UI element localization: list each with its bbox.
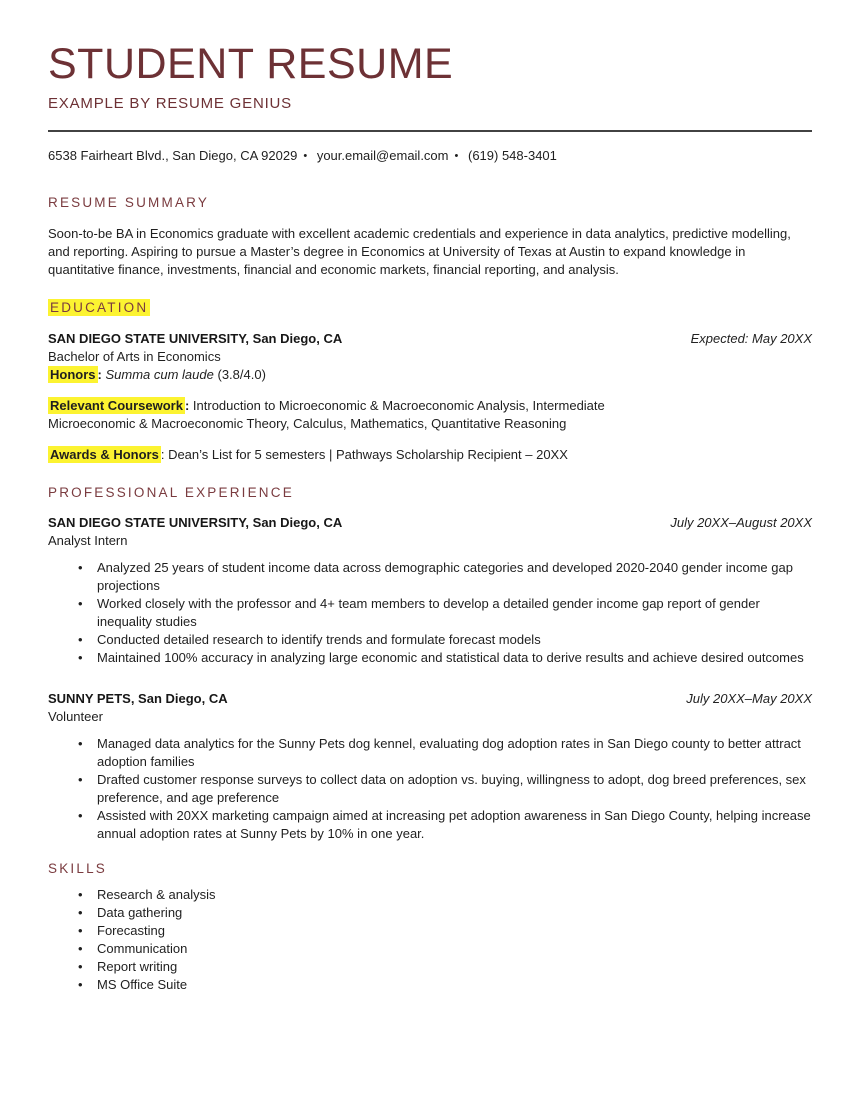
experience-section-heading: PROFESSIONAL EXPERIENCE	[48, 485, 294, 500]
skills-list	[48, 886, 812, 994]
skill-item: • Data gathering	[48, 904, 812, 922]
contact-address: 6538 Fairheart Blvd., San Diego, CA 92029	[48, 148, 298, 163]
section-education	[48, 299, 812, 464]
honors-label: Honors	[50, 367, 96, 382]
job-entry-header	[48, 690, 812, 708]
honors-gpa: (3.8/4.0)	[217, 367, 266, 382]
header-divider	[48, 130, 812, 132]
job-bullet: • Drafted customer response surveys to collect data on adoption vs. buying, willingness to adopt, dog breed preferences, sex preference, and age preference	[48, 771, 812, 807]
skill-item: • Report writing	[48, 958, 812, 976]
experience-job	[48, 514, 812, 667]
summary-text: Soon-to-be BA in Economics graduate with excellent academic credentials and experience in data analytics, predictive modelling, and reporting. Aspiring to pursue a Master’s degree in Economics at University of Texas at Austin to expand knowledge in quantitative finance, investments, financial and economic markets, financial reporting, and analysis.	[48, 226, 791, 277]
page-subtitle: EXAMPLE BY RESUME GENIUS	[48, 95, 292, 112]
contact-email: your.email@email.com	[316, 148, 449, 163]
contact-separator: •	[454, 150, 459, 162]
job-employer: SAN DIEGO STATE UNIVERSITY, San Diego, CA	[48, 515, 343, 530]
job-entry-header	[48, 514, 812, 532]
coursework-line1: Introduction to Microeconomic & Macroeconomic Analysis, Intermediate	[192, 398, 605, 413]
education-awards	[48, 446, 812, 464]
section-skills	[48, 860, 812, 994]
education-honors-line	[48, 366, 812, 384]
skills-section-heading: SKILLS	[48, 861, 107, 876]
job-role: Analyst Intern	[48, 533, 128, 548]
job-bullet: • Analyzed 25 years of student income data across demographic categories and developed 2020-2040 gender income gap projections	[48, 559, 812, 595]
education-section-heading	[48, 299, 812, 317]
awards-label: Awards & Honors	[50, 447, 159, 462]
job-role: Volunteer	[48, 709, 103, 724]
job-bullet: • Managed data analytics for the Sunny Pets dog kennel, evaluating dog adoption rates in San Diego county to better attract adoption families	[48, 735, 812, 771]
skill-item: • Communication	[48, 940, 812, 958]
job-bullet-list	[48, 559, 812, 667]
education-date: Expected: May 20XX	[690, 331, 812, 346]
skill-item: • Research & analysis	[48, 886, 812, 904]
honors-value: Summa cum laude	[105, 367, 214, 382]
job-bullet: • Maintained 100% accuracy in analyzing large economic and statistical data to derive results and achieve desired outcomes	[48, 649, 812, 667]
job-bullet: • Conducted detailed research to identify trends and formulate forecast models	[48, 631, 812, 649]
experience-job	[48, 690, 812, 843]
honors-colon: :	[97, 367, 102, 382]
contact-phone: (619) 548-3401	[467, 148, 557, 163]
contact-line	[48, 147, 812, 166]
section-experience	[48, 484, 812, 843]
job-employer: SUNNY PETS, San Diego, CA	[48, 691, 228, 706]
education-degree: Bachelor of Arts in Economics	[48, 349, 221, 364]
job-bullet: • Worked closely with the professor and 4+ team members to develop a detailed gender income gap report of gender inequality studies	[48, 595, 812, 631]
education-coursework	[48, 397, 812, 433]
awards-text: : Dean’s List for 5 semesters | Pathways Scholarship Recipient – 20XX	[160, 447, 568, 462]
education-heading-highlight: EDUCATION	[50, 300, 149, 315]
summary-section-heading: RESUME SUMMARY	[48, 195, 210, 210]
contact-separator: •	[303, 150, 308, 162]
job-dates: July 20XX–May 20XX	[686, 691, 812, 706]
job-bullet-list	[48, 735, 812, 843]
job-dates: July 20XX–August 20XX	[670, 515, 812, 530]
skill-item: • Forecasting	[48, 922, 812, 940]
education-school: SAN DIEGO STATE UNIVERSITY, San Diego, CA	[48, 331, 343, 346]
coursework-colon: :	[184, 398, 190, 413]
job-bullet: • Assisted with 20XX marketing campaign aimed at increasing pet adoption awareness in San Diego County, helping increase annual adoption rates at Sunny Pets by 10% in one year.	[48, 807, 812, 843]
section-summary	[48, 194, 812, 279]
education-entry-header	[48, 330, 812, 348]
coursework-label: Relevant Coursework	[50, 398, 183, 413]
page-title: STUDENT RESUME	[48, 40, 454, 88]
skill-item: • MS Office Suite	[48, 976, 812, 994]
coursework-line2: Microeconomic & Macroeconomic Theory, Calculus, Mathematics, Quantitative Reasoning	[48, 416, 567, 431]
